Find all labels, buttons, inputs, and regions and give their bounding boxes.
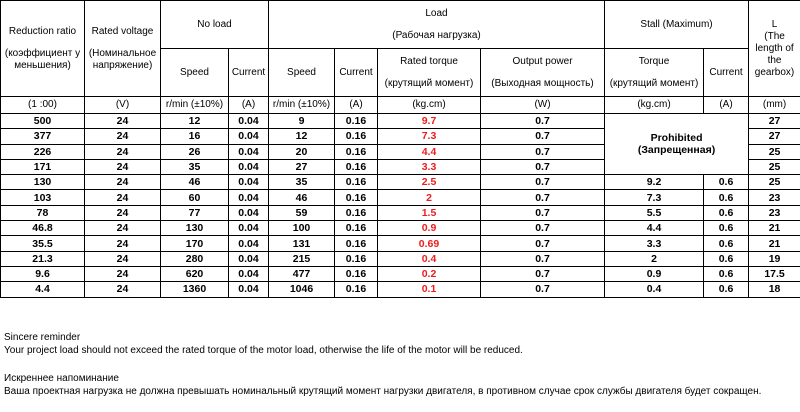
table-cell: 100	[269, 221, 335, 236]
table-cell: 4.4	[1, 282, 85, 297]
table-cell: 9.7	[378, 114, 481, 129]
table-cell: 35	[161, 159, 229, 174]
table-cell: 35.5	[1, 236, 85, 251]
reminder-russian	[4, 372, 761, 398]
table-cell: 0.6	[704, 282, 749, 297]
table-cell: 24	[85, 144, 161, 159]
table-cell: 0.7	[481, 236, 605, 251]
header-load-current: Current	[335, 49, 378, 97]
header-stall: Stall (Maximum)	[605, 1, 749, 49]
table-cell: 46.8	[1, 221, 85, 236]
table-row	[1, 236, 800, 251]
table-row	[1, 175, 800, 190]
table-cell: 0.7	[481, 282, 605, 297]
table-cell: 0.7	[481, 190, 605, 205]
table-cell: 0.16	[335, 251, 378, 266]
header-load: Load (Рабочая нагрузка)	[269, 1, 605, 49]
table-cell: 477	[269, 266, 335, 281]
table-cell: 4.4	[605, 221, 704, 236]
table-cell: 0.04	[229, 251, 269, 266]
table-cell: 12	[269, 129, 335, 144]
table-cell: 0.1	[378, 282, 481, 297]
table-cell: 0.04	[229, 236, 269, 251]
table-cell: 0.16	[335, 236, 378, 251]
unit-cell: (1 :00)	[1, 97, 85, 114]
table-cell: 280	[161, 251, 229, 266]
table-cell: 0.4	[378, 251, 481, 266]
prohibited-label-ru: (Запрещенная)	[637, 144, 716, 157]
table-cell: 21	[749, 236, 800, 251]
unit-cell: (V)	[85, 97, 161, 114]
table-cell: 171	[1, 159, 85, 174]
table-cell: 0.16	[335, 282, 378, 297]
unit-cell: (W)	[481, 97, 605, 114]
table-cell: 0.4	[605, 282, 704, 297]
table-cell: 0.04	[229, 129, 269, 144]
table-cell: 0.6	[704, 266, 749, 281]
table-cell: 0.16	[335, 159, 378, 174]
table-cell: 24	[85, 205, 161, 220]
header-rated-torque: Rated torque (крутящий момент)	[378, 49, 481, 97]
table-cell: 0.6	[704, 236, 749, 251]
table-cell: 24	[85, 282, 161, 297]
table-cell: 27	[749, 114, 800, 129]
prohibited-label-en: Prohibited	[650, 132, 703, 145]
table-cell: 24	[85, 236, 161, 251]
table-cell: 23	[749, 190, 800, 205]
table-cell: 1.5	[378, 205, 481, 220]
table-cell: 20	[269, 144, 335, 159]
header-no-load: No load	[161, 1, 269, 49]
table-cell: 12	[161, 114, 229, 129]
table-cell: 0.04	[229, 266, 269, 281]
table-cell: 1360	[161, 282, 229, 297]
table-cell: 0.04	[229, 159, 269, 174]
table-cell: 0.7	[481, 251, 605, 266]
table-cell: 130	[1, 175, 85, 190]
units-row	[1, 97, 800, 114]
header-stall-torque: Torque (крутящий момент)	[605, 49, 704, 97]
table-cell: 60	[161, 190, 229, 205]
table-cell: 0.04	[229, 144, 269, 159]
table-cell: 25	[749, 159, 800, 174]
table-cell: 9.6	[1, 266, 85, 281]
table-cell: 0.6	[704, 190, 749, 205]
table-cell: 24	[85, 114, 161, 129]
table-cell: 0.6	[704, 175, 749, 190]
table-cell: 2	[378, 190, 481, 205]
table-cell: 27	[749, 129, 800, 144]
table-cell: 0.7	[481, 129, 605, 144]
table-cell: 0.04	[229, 190, 269, 205]
table-cell: 0.16	[335, 221, 378, 236]
reminder-text-en: Your project load should not exceed the rated torque of the motor load, otherwise the life of the motor will be reduced.	[4, 345, 523, 356]
unit-cell: (mm)	[749, 97, 800, 114]
table-cell: 19	[749, 251, 800, 266]
table-cell: 377	[1, 129, 85, 144]
header-rated-voltage: Rated voltage (Номинальное напряжение)	[85, 1, 161, 97]
table-cell: 0.16	[335, 205, 378, 220]
table-cell: 0.7	[481, 159, 605, 174]
header-no-load-speed: Speed	[161, 49, 229, 97]
table-cell: 4.4	[378, 144, 481, 159]
table-cell: 9.2	[605, 175, 704, 190]
table-cell: 130	[161, 221, 229, 236]
table-cell: 18	[749, 282, 800, 297]
table-cell: 0.16	[335, 190, 378, 205]
table-row	[1, 221, 800, 236]
table-cell: 0.7	[481, 144, 605, 159]
table-row	[1, 251, 800, 266]
table-cell: 24	[85, 251, 161, 266]
table-cell: 0.9	[605, 266, 704, 281]
table-cell: 24	[85, 221, 161, 236]
table-cell: 23	[749, 205, 800, 220]
table-cell: 0.04	[229, 205, 269, 220]
header-stall-current: Current	[704, 49, 749, 97]
table-cell: 27	[269, 159, 335, 174]
table-cell: 0.04	[229, 221, 269, 236]
table-cell: 0.7	[481, 266, 605, 281]
table-cell: 3.3	[378, 159, 481, 174]
table-cell: 24	[85, 266, 161, 281]
table-cell: 0.7	[481, 205, 605, 220]
stall-prohibited-cell	[605, 114, 749, 175]
unit-cell: r/min (±10%)	[269, 97, 335, 114]
table-cell: 0.16	[335, 266, 378, 281]
table-cell: 103	[1, 190, 85, 205]
table-cell: 25	[749, 175, 800, 190]
table-cell: 46	[161, 175, 229, 190]
header-no-load-current: Current	[229, 49, 269, 97]
table-cell: 24	[85, 190, 161, 205]
reminder-title-en: Sincere reminder	[4, 332, 81, 343]
table-cell: 0.6	[704, 205, 749, 220]
table-cell: 2.5	[378, 175, 481, 190]
header-length: L (The length of the gearbox)	[749, 1, 800, 97]
table-cell: 35	[269, 175, 335, 190]
table-row	[1, 205, 800, 220]
table-cell: 0.69	[378, 236, 481, 251]
table-row	[1, 190, 800, 205]
table-cell: 25	[749, 144, 800, 159]
table-cell: 46	[269, 190, 335, 205]
table-cell: 0.2	[378, 266, 481, 281]
table-cell: 0.04	[229, 114, 269, 129]
table-cell: 170	[161, 236, 229, 251]
table-cell: 16	[161, 129, 229, 144]
unit-cell: (kg.cm)	[378, 97, 481, 114]
unit-cell: (A)	[335, 97, 378, 114]
table-cell: 24	[85, 175, 161, 190]
table-cell: 78	[1, 205, 85, 220]
table-row	[1, 266, 800, 281]
table-cell: 2	[605, 251, 704, 266]
table-cell: 3.3	[605, 236, 704, 251]
table-cell: 0.04	[229, 282, 269, 297]
table-cell: 620	[161, 266, 229, 281]
table-cell: 1046	[269, 282, 335, 297]
table-cell: 59	[269, 205, 335, 220]
table-cell: 0.9	[378, 221, 481, 236]
table-cell: 24	[85, 159, 161, 174]
table-row	[1, 282, 800, 297]
table-cell: 21	[749, 221, 800, 236]
table-cell: 26	[161, 144, 229, 159]
header-reduction-ratio: Reduction ratio (коэффициент у меньшения)	[1, 1, 85, 97]
table-cell: 131	[269, 236, 335, 251]
table-cell: 215	[269, 251, 335, 266]
table-cell: 0.7	[481, 114, 605, 129]
unit-cell: (A)	[704, 97, 749, 114]
unit-cell: (kg.cm)	[605, 97, 704, 114]
header-load-speed: Speed	[269, 49, 335, 97]
table-cell: 0.7	[481, 175, 605, 190]
table-cell: 0.04	[229, 175, 269, 190]
table-cell: 226	[1, 144, 85, 159]
unit-cell: (A)	[229, 97, 269, 114]
table-cell: 9	[269, 114, 335, 129]
table-cell: 21.3	[1, 251, 85, 266]
unit-cell: r/min (±10%)	[161, 97, 229, 114]
table-cell: 0.16	[335, 114, 378, 129]
table-cell: 17.5	[749, 266, 800, 281]
table-cell: 7.3	[605, 190, 704, 205]
table-cell: 0.16	[335, 129, 378, 144]
table-cell: 5.5	[605, 205, 704, 220]
table-row	[1, 114, 800, 129]
table-cell: 500	[1, 114, 85, 129]
table-cell: 0.7	[481, 221, 605, 236]
table-cell: 7.3	[378, 129, 481, 144]
table-cell: 0.6	[704, 251, 749, 266]
table-cell: 77	[161, 205, 229, 220]
reminder-english	[4, 331, 523, 357]
table-cell: 0.6	[704, 221, 749, 236]
header-output-power: Output power (Выходная мощность)	[481, 49, 605, 97]
table-cell: 0.16	[335, 144, 378, 159]
table-cell: 24	[85, 129, 161, 144]
table-cell: 0.16	[335, 175, 378, 190]
reminder-title-ru: Искреннее напоминание	[4, 373, 119, 384]
reminder-text-ru: Ваша проектная нагрузка не должна превышать номинальный крутящий момент нагрузки двигателя, в противном случае срок службы двигателя будет сокращен.	[4, 386, 762, 397]
